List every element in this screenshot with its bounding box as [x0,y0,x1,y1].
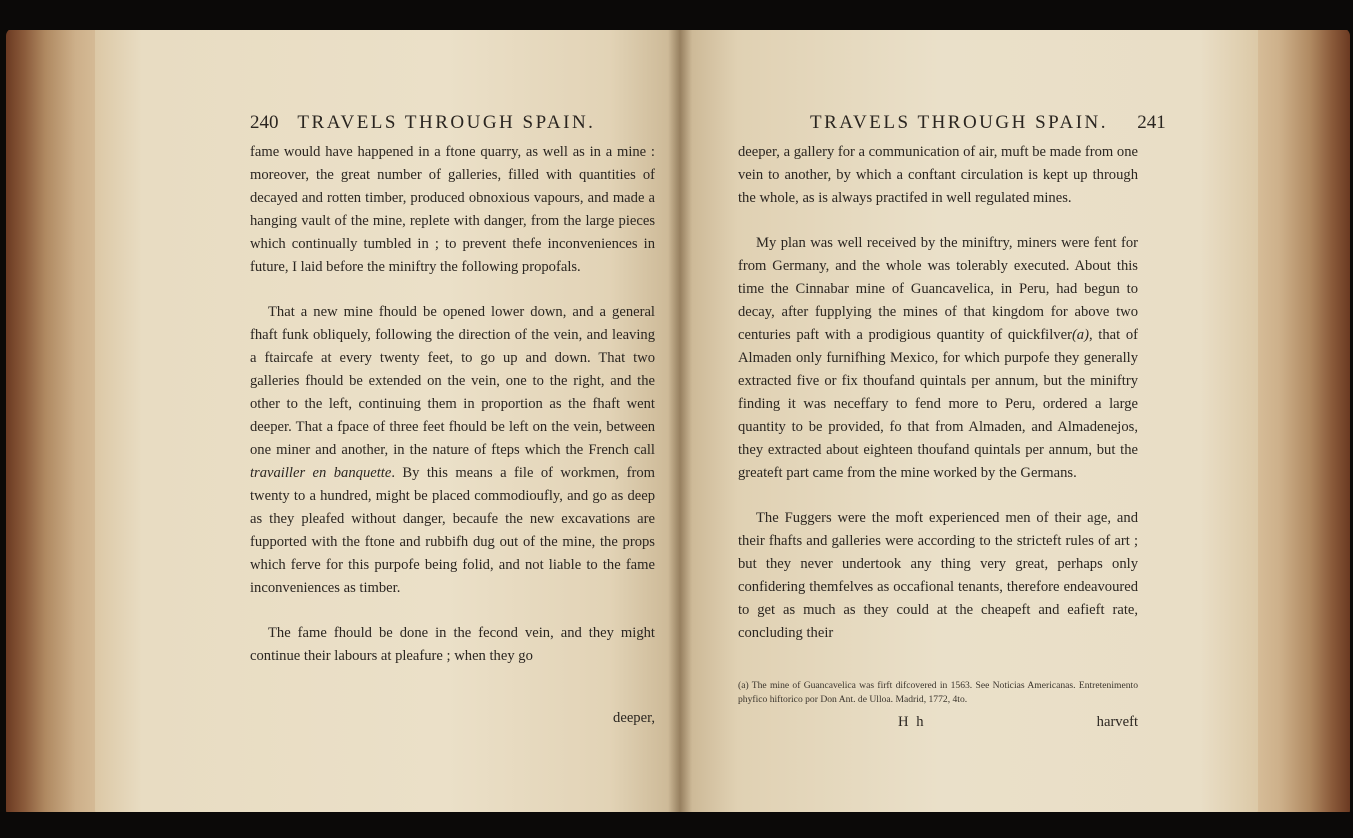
background-top [0,0,1353,30]
background-bottom [0,812,1353,838]
right-footnote: (a) The mine of Guancavelica was firft difcovered in 1563. See Noticias Americanas. Entretenimento phyfico hiftorico por Don Ant. de Ulloa. Madrid, 1772, 4to. [738,680,1138,705]
right-paragraph-1: deeper, a gallery for a communication of air, muft be made from one vein to another, by which a conftant circulation is kept up through the whole, as is always practifed in well regulated mines. [738,144,1138,206]
right-paragraph-2 [738,232,1138,485]
right-catchword: harveft [1096,714,1138,730]
left-running-title: TRAVELS THROUGH SPAIN. [297,112,596,133]
right-running-head [810,112,1166,134]
left-body-text [250,141,655,690]
right-paragraph-2-start: My plan was well received by the miniftry, miners were fent for from Germany, and the whole was tolerably executed. About this time the Cinnabar mine of Guancavelica, in Peru, had begun to decay, after fupplying the mines of that kingdom for above two centuries paft with a prodigious quantity of quickfilver [738,235,1138,343]
right-page-edges [1250,28,1350,818]
left-paragraph-2-end: . By this means a file of workmen, from twenty to a hundred, might be placed commodioufly, and go as deep as they pleafed without danger, becaufe the new excavations are fupported with the ftone and rubbifh dug out of the mine, the props which ferve for this purpofe being folid, and not liable to the fame inconveniences as timber. [250,465,656,596]
footnote-reference: (a) [1071,327,1089,343]
right-paragraph-3: The Fuggers were the moft experienced men of their age, and their fhafts and galleries were according to the stricteft rules of art ; but they never undertook any thing very great, perhaps only confidering themfelves as occafional tenants, therefore endeavoured to get as much as they could at the cheapeft and eafieft rate, concluding their [738,510,1138,641]
left-paragraph-2 [250,301,655,600]
right-page [680,24,1258,814]
left-page-edges [6,28,106,818]
right-paragraph-2-end: , that of Almaden only furnifhing Mexico, for which purpofe they generally extracted five or fix thoufand quintals per annum, but the miniftry finding it was neceffary to fend more to Peru, ordered a large quantity to be provided, fo that from Almaden, and Almadenejos, they extracted about eighteen thoufand quintals per annum, but the greateft part came from the mine worked by the Germans. [738,327,1138,481]
book-gutter [668,24,692,814]
left-paragraph-1: fame would have happened in a ftone quarry, as well as in a mine : moreover, the great number of galleries, filled with quantities of decayed and rotten timber, produced obnoxious vapours, and made a hanging vault of the mine, replete with danger, from the large pieces which continually tumbled in ; to prevent thefe inconveniences in future, I laid before the miniftry the following propofals. [250,144,655,275]
left-catchword: deeper, [613,710,655,726]
left-italic-phrase: travailler en banquette [250,465,392,481]
left-page-number: 240 [250,112,279,133]
right-page-number: 241 [1137,112,1166,133]
right-running-title: TRAVELS THROUGH SPAIN. [810,112,1109,133]
left-running-head [250,112,595,134]
right-body-text [738,141,1138,667]
left-page [95,24,680,814]
left-paragraph-3: The fame fhould be done in the fecond vein, and they might continue their labours at pleafure ; when they go [250,625,655,664]
left-paragraph-2-start: That a new mine fhould be opened lower down, and a general fhaft funk obliquely, following the direction of the vein, and leaving a ftaircafe at every twenty feet, to go up and down. That two galleries fhould be extended on the vein, one to the right, and the other to the left, continuing them in proportion as the fhaft went deeper. That a fpace of three feet fhould be left on the vein, between one miner and another, in the nature of fteps which the French call [250,304,655,458]
signature-mark: H h [898,714,926,730]
